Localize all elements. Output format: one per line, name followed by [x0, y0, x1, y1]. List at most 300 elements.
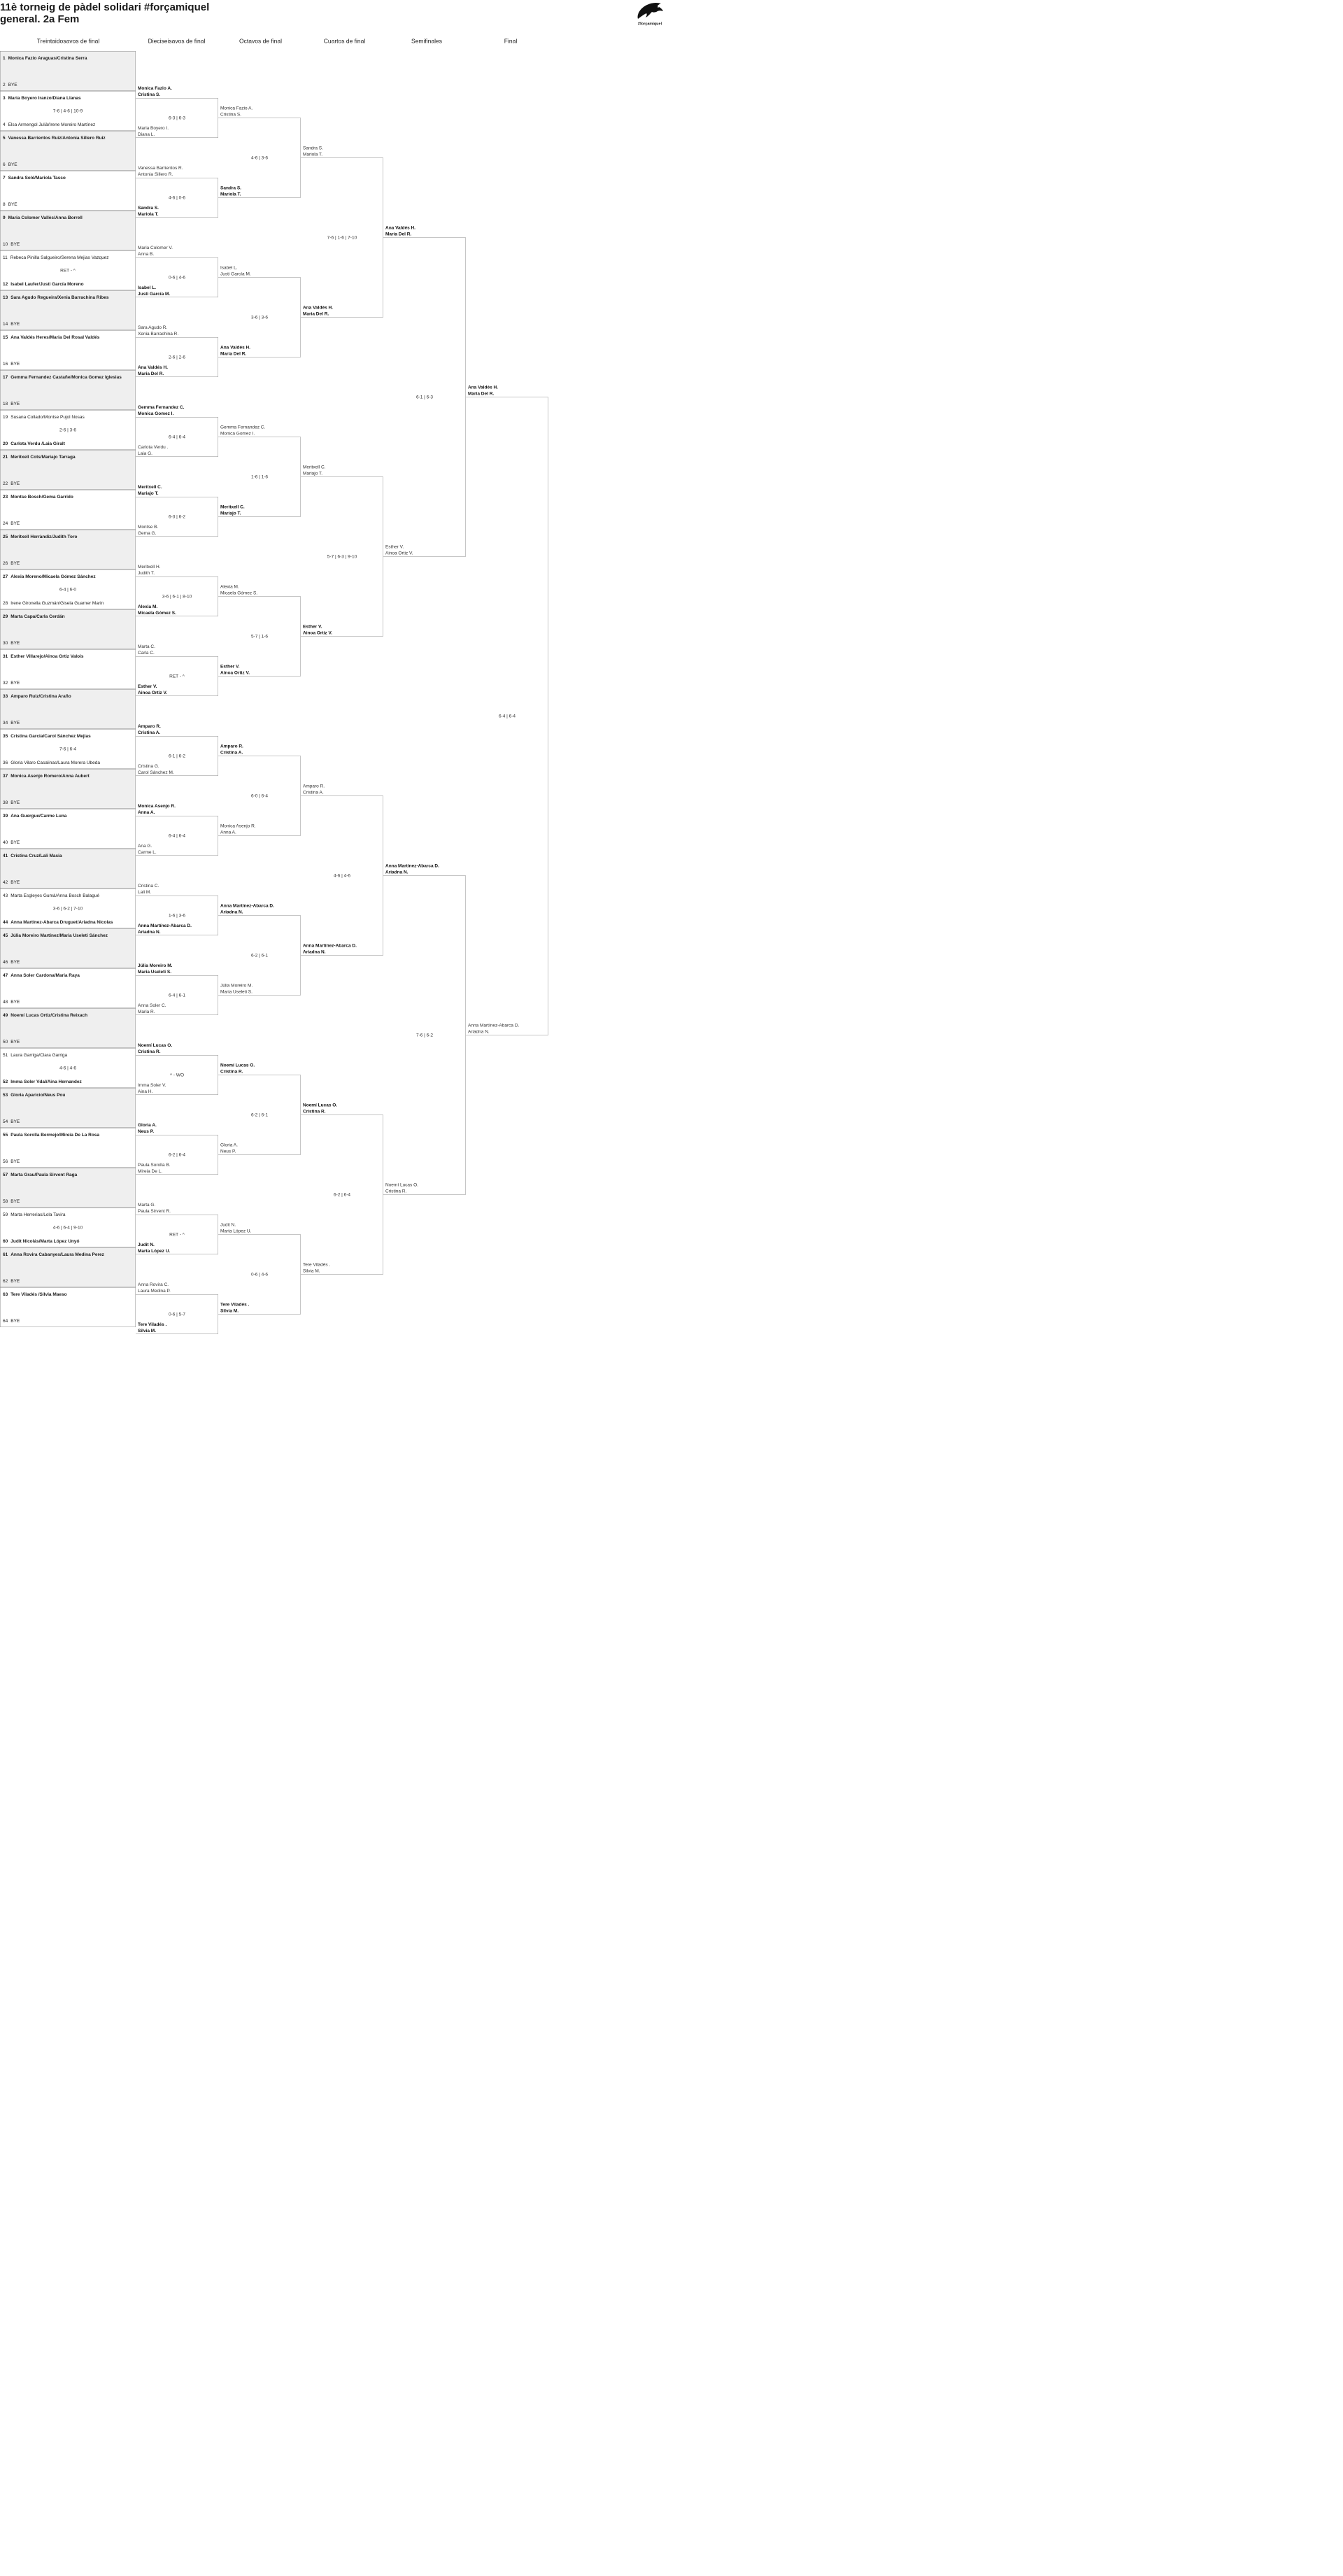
team-bottom [3, 122, 135, 127]
seed-number: 37 [3, 773, 8, 779]
match-score: 6-4 | 6-4 [498, 713, 516, 719]
team-top [3, 215, 135, 220]
team-top-line-2: Antonia Sillero R. [138, 171, 173, 177]
team-top-line-2: Cristina A. [220, 749, 243, 755]
match-score: 6-4 | 6-0 [59, 586, 77, 592]
seed-number: 45 [3, 933, 8, 938]
match-score: RET - ^ [169, 673, 185, 679]
team-bottom [3, 361, 135, 367]
seed-number: 31 [3, 653, 8, 659]
team-name: BYE [10, 1278, 20, 1284]
team-bottom [3, 521, 135, 526]
team-top [3, 693, 135, 699]
team-top-line-2: Cristina A. [138, 730, 161, 735]
team-bottom-line-1: Tere Viladés . [303, 1261, 331, 1267]
match-score: 2-6 | 3-6 [59, 427, 77, 432]
team-bottom-line-1: Alexia M. [138, 604, 158, 609]
team-top [3, 494, 135, 500]
team-name: BYE [8, 162, 17, 167]
team-name: BYE [10, 720, 20, 726]
team-top-line-1: Gemma Fernandez C. [220, 424, 266, 430]
team-top-line-2: Cristina R. [138, 1049, 161, 1054]
match-score: 6-4 | 6-4 [168, 434, 186, 439]
round-header: Octavos de final [239, 38, 282, 45]
seed-number: 25 [3, 534, 8, 539]
seed-number: 22 [3, 481, 8, 486]
seed-number: 27 [3, 574, 8, 579]
team-top [3, 1012, 135, 1018]
team-top-line-1: Monica Fazio A. [138, 85, 172, 91]
team-bottom [3, 760, 135, 765]
team-bottom-line-1: Anna Martínez-Abarca D. [138, 923, 192, 928]
team-top-line-2: Mariajo T. [138, 490, 159, 496]
team-top [3, 1212, 135, 1217]
team-bottom-line-2: Ariadna N. [468, 1028, 490, 1034]
team-bottom-line-2: Maria Useleti S. [220, 989, 253, 994]
team-name: BYE [10, 361, 20, 367]
team-top-line-2: Lali M. [138, 889, 152, 895]
match-score: 3-6 | 3-6 [250, 314, 269, 320]
seed-number: 16 [3, 361, 8, 367]
seed-number: 13 [3, 295, 8, 300]
seed-number: 5 [3, 135, 6, 141]
team-name: Ana Valdés Heres/Maria Del Rosal Valdés [10, 334, 100, 340]
team-bottom [3, 241, 135, 247]
team-name: Vanessa Barrientos Ruiz/Antonia Sillero Ruiz [8, 135, 106, 141]
team-bottom-line-1: Sandra S. [138, 205, 159, 211]
team-bottom-line-2: Ariadna N. [138, 929, 161, 935]
team-name: Maria Boyero Iranzo/Diana Llanas [8, 95, 81, 101]
team-top-line-2: Anna A. [138, 809, 155, 815]
team-name: BYE [10, 401, 20, 406]
seed-number: 47 [3, 972, 8, 978]
team-top-line-2: Monica Gomez I. [138, 411, 174, 416]
team-bottom-line-1: Tere Viladés . [138, 1322, 167, 1327]
team-bottom [3, 959, 135, 965]
team-top-line-2: Ariadna N. [220, 909, 243, 914]
team-bottom-line-2: Silvia M. [220, 1308, 239, 1313]
team-top [3, 653, 135, 659]
team-bottom [3, 162, 135, 167]
team-bottom [3, 1039, 135, 1045]
seed-number: 55 [3, 1132, 8, 1138]
match-score: RET - ^ [60, 267, 76, 273]
seed-number: 50 [3, 1039, 8, 1045]
team-name: Marta Capa/Carla Cerdán [10, 614, 65, 619]
seed-number: 34 [3, 720, 8, 726]
match-score: 3-6 | 6-2 | 7-10 [52, 905, 83, 911]
team-top [3, 414, 135, 420]
team-bottom-line-2: Neus P. [220, 1148, 236, 1154]
team-top-line-1: Cristina C. [138, 883, 159, 889]
team-bottom-line-1: Esther V. [303, 623, 322, 629]
team-bottom-line-2: Mireia De L. [138, 1168, 163, 1174]
seed-number: 21 [3, 454, 8, 460]
match-score: 6-1 | 6-2 [168, 753, 186, 758]
team-top-line-1: Meritxell H. [138, 564, 161, 569]
team-name: Paula Sorolla Bermejo/Mireia De La Rosa [10, 1132, 100, 1138]
team-top-line-1: Gloria A. [138, 1122, 157, 1128]
seed-number: 53 [3, 1092, 8, 1098]
team-top [3, 893, 135, 898]
match-score: 7-6 | 4-6 | 10-9 [52, 108, 83, 113]
team-top-line-1: Meritxell C. [303, 464, 326, 469]
seed-number: 33 [3, 693, 8, 699]
dolphin-icon [633, 0, 667, 22]
team-name: BYE [10, 640, 20, 646]
team-name: BYE [10, 999, 20, 1005]
match-score: RET - ^ [169, 1231, 185, 1237]
team-name: BYE [10, 879, 20, 885]
team-top-line-1: Amparo R. [303, 783, 325, 788]
team-name: Marta Grau/Paula Sirvent Raga [10, 1172, 78, 1177]
seed-number: 59 [3, 1212, 8, 1217]
team-name: Rebeca Pinilla Salgueiro/Serena Mejias Vazquez [10, 255, 109, 260]
team-name: Cristina Garcia/Carol Sánchez Mejias [10, 733, 91, 739]
team-name: Montse Bosch/Gema Garrido [10, 494, 73, 500]
seed-number: 19 [3, 414, 8, 420]
team-bottom [3, 800, 135, 805]
team-top-line-1: Sandra S. [303, 145, 323, 150]
match-score: 4-6 | 3-6 [250, 155, 269, 160]
team-top [3, 1132, 135, 1138]
team-bottom [3, 281, 135, 287]
team-bottom-line-2: Laia G. [138, 451, 152, 456]
team-top [3, 55, 135, 61]
team-top [3, 295, 135, 300]
team-name: BYE [10, 1159, 20, 1164]
team-bottom-line-2: Gema G. [138, 530, 157, 536]
seed-number: 8 [3, 201, 6, 207]
team-top [3, 374, 135, 380]
team-top-line-2: Neus P. [138, 1128, 155, 1134]
team-top [3, 1172, 135, 1177]
team-name: Ana Guergue/Carme Luna [10, 813, 67, 819]
team-bottom [3, 1278, 135, 1284]
team-bottom-line-2: Justi García M. [138, 291, 171, 297]
team-top [3, 534, 135, 539]
team-name: Amparo Ruiz/Cristina Araño [10, 693, 71, 699]
team-name: Susana Collado/Montse Pujol Nosas [10, 414, 85, 420]
team-name: Anna Rovira Cabanyes/Laura Medina Perez [10, 1252, 104, 1257]
team-bottom-line-2: Ainoa Ortiz V. [138, 690, 168, 695]
team-top-line-2: Cristina A. [303, 789, 324, 795]
match-score: 0-6 | 4-6 [168, 274, 186, 280]
team-bottom-line-2: Ainoa Ortiz V. [385, 550, 413, 555]
team-name: Tere Viladés /Silvia Maeso [10, 1291, 67, 1297]
match-score: 6-4 | 6-1 [168, 992, 186, 998]
team-bottom-line-2: Mariajo T. [220, 510, 241, 516]
team-bottom-line-1: Ana G. [138, 843, 152, 849]
team-bottom [3, 441, 135, 446]
seed-number: 39 [3, 813, 8, 819]
team-bottom-line-1: Esther V. [220, 663, 240, 669]
seed-number: 40 [3, 840, 8, 845]
team-name: BYE [10, 959, 20, 965]
team-top-line-2: Laura Medina P. [138, 1288, 171, 1294]
match-score: 6-0 | 6-4 [250, 793, 269, 798]
round-header: Final [504, 38, 518, 45]
seed-number: 35 [3, 733, 8, 739]
team-bottom-line-1: Maria Boyero I. [138, 125, 169, 131]
page-title-line-1: 11è torneig de pàdel solidari #forçamiquel [0, 1, 210, 13]
seed-number: 26 [3, 560, 8, 566]
match-score: 4-6 | 0-6 [168, 194, 186, 200]
team-bottom [3, 401, 135, 406]
team-top [3, 853, 135, 858]
team-bottom-line-1: Meritxell C. [220, 504, 245, 509]
team-name: Judit Nicolás/Marta López Unyó [10, 1238, 80, 1244]
team-bottom-line-2: Cristina R. [385, 1188, 407, 1194]
team-name: Monica Asenjo Romero/Anna Aubert [10, 773, 90, 779]
team-name: Esther Villarejo/Ainoa Ortiz Valois [10, 653, 84, 659]
team-top-line-1: Anna Rovira C. [138, 1282, 169, 1287]
team-bottom-line-1: Montse B. [138, 524, 159, 530]
team-bottom-line-2: Carol Sánchez M. [138, 770, 174, 775]
team-top [3, 733, 135, 739]
team-bottom-line-2: Silvia M. [138, 1328, 157, 1333]
team-top-line-2: Xenia Barrachina R. [138, 331, 179, 337]
team-top-line-1: Marta C. [138, 644, 155, 649]
team-bottom-line-2: Marta López U. [138, 1248, 171, 1254]
team-bottom [3, 1119, 135, 1124]
team-top-line-1: Noemí Lucas O. [138, 1042, 173, 1048]
seed-number: 6 [3, 162, 6, 167]
match-score: 4-6 | 4-6 [59, 1065, 77, 1070]
team-top-line-2: Carla C. [138, 650, 155, 656]
seed-number: 56 [3, 1159, 8, 1164]
page-title-line-2: general. 2a Fem [0, 13, 80, 25]
team-bottom-line-2: Aina H. [138, 1089, 153, 1094]
seed-number: 41 [3, 853, 8, 858]
team-name: Anna Soler Cardona/Maria Raya [10, 972, 80, 978]
team-name: BYE [10, 481, 20, 486]
seed-number: 4 [3, 122, 6, 127]
match-score: 6-2 | 6-4 [168, 1152, 186, 1157]
seed-number: 20 [3, 441, 8, 446]
team-name: Alexia Moreno/Micaela Gómez Sánchez [10, 574, 96, 579]
team-top-line-2: Judith T. [138, 570, 155, 576]
team-top-line-2: Justi García M. [220, 271, 251, 276]
team-top-line-1: Judit N. [220, 1222, 236, 1227]
team-name: BYE [10, 1039, 20, 1045]
seed-number: 46 [3, 959, 8, 965]
team-top [3, 813, 135, 819]
team-top [3, 1252, 135, 1257]
team-top-line-2: Mariajo T. [303, 470, 323, 476]
seed-number: 12 [3, 281, 8, 287]
team-bottom-line-1: Ana Valdés H. [220, 344, 250, 350]
team-top-line-2: Micaela Gómez S. [220, 590, 258, 595]
team-top [3, 1092, 135, 1098]
team-bottom [3, 1318, 135, 1324]
team-top-line-2: Cristina R. [220, 1068, 243, 1074]
team-top [3, 773, 135, 779]
match-score: 4-6 | 6-4 | 9-10 [52, 1224, 83, 1230]
team-name: Júlia Moreiro Martínez/Maria Useleti Sánchez [10, 933, 108, 938]
seed-number: 3 [3, 95, 6, 101]
match-score: 6-2 | 6-1 [250, 952, 269, 958]
team-top [3, 1291, 135, 1297]
team-top-line-2: Cristina R. [303, 1108, 326, 1114]
team-top-line-1: Ana Valdés H. [468, 384, 498, 390]
team-top [3, 334, 135, 340]
team-name: Meritxell Cots/Mariajo Tarraga [10, 454, 76, 460]
seed-number: 51 [3, 1052, 8, 1058]
seed-number: 54 [3, 1119, 8, 1124]
seed-number: 48 [3, 999, 8, 1005]
team-name: Sandra Solé/Mariola Tasso [8, 175, 66, 181]
seed-number: 7 [3, 175, 6, 181]
seed-number: 18 [3, 401, 8, 406]
team-name: Maria Colomer Vallès/Anna Borrell [8, 215, 83, 220]
team-bottom-line-1: Esther V. [138, 684, 157, 689]
team-bottom [3, 1198, 135, 1204]
team-bottom-line-1: Cristina G. [138, 763, 159, 769]
seed-number: 58 [3, 1198, 8, 1204]
match-score: 1-6 | 1-6 [250, 474, 269, 479]
team-bottom-line-2: Diana L. [138, 132, 155, 137]
team-top [3, 95, 135, 101]
team-bottom-line-1: Anna Martínez-Abarca D. [468, 1022, 520, 1028]
seed-number: 2 [3, 82, 6, 87]
team-name: BYE [8, 201, 17, 207]
match-score: 4-6 | 4-6 [333, 872, 351, 878]
team-top-line-1: Alexia M. [220, 583, 239, 589]
match-score: 7-6 | 1-6 | 7-10 [327, 234, 357, 240]
team-top-line-1: Anna Martínez-Abarca D. [385, 863, 439, 868]
team-name: BYE [10, 521, 20, 526]
seed-number: 43 [3, 893, 8, 898]
team-bottom-line-1: Esther V. [385, 544, 404, 549]
seed-number: 61 [3, 1252, 8, 1257]
round-header: Semifinales [411, 38, 442, 45]
team-name: Gemma Fernandez Castañe/Monica Gomez Iglesias [10, 374, 122, 380]
team-top-line-1: Meritxell C. [138, 484, 162, 490]
team-bottom-line-1: Judit N. [138, 1242, 155, 1247]
dolphin-logo [633, 0, 667, 28]
match-score: 6-3 | 6-2 [168, 514, 186, 519]
team-bottom-line-1: Paula Sorolla B. [138, 1162, 171, 1168]
team-name: Monica Fazio Araguas/Cristina Serra [8, 55, 87, 61]
seed-number: 38 [3, 800, 8, 805]
team-top-line-1: Vanessa Barrientos R. [138, 165, 183, 171]
seed-number: 29 [3, 614, 8, 619]
team-name: Sara Agudo Regueira/Xenia Barrachina Ribes [10, 295, 109, 300]
match-score: ^ - WO [169, 1072, 185, 1077]
seed-number: 10 [3, 241, 8, 247]
team-name: BYE [10, 321, 20, 327]
team-name: BYE [10, 241, 20, 247]
seed-number: 57 [3, 1172, 8, 1177]
team-top [3, 614, 135, 619]
team-top [3, 574, 135, 579]
round-header: Treintaidosavos de final [36, 38, 100, 45]
seed-number: 30 [3, 640, 8, 646]
team-name: BYE [10, 560, 20, 566]
seed-number: 24 [3, 521, 8, 526]
team-name: Marta Herrerias/Lola Tavira [10, 1212, 66, 1217]
team-name: Isabel Laufer/Justi García Moreno [10, 281, 84, 287]
seed-number: 11 [3, 255, 8, 260]
team-bottom [3, 919, 135, 925]
seed-number: 62 [3, 1278, 8, 1284]
team-top-line-2: Paula Sirvent R. [138, 1208, 171, 1214]
team-bottom [3, 879, 135, 885]
team-top [3, 454, 135, 460]
team-bottom [3, 600, 135, 606]
team-name: Gloria Aparicio/Neus Pou [10, 1092, 66, 1098]
team-bottom [3, 321, 135, 327]
team-bottom [3, 640, 135, 646]
seed-number: 52 [3, 1079, 8, 1084]
team-name: Noemí Lucas Ortiz/Cristina Reixach [10, 1012, 88, 1018]
team-top-line-1: Ana Valdés H. [385, 225, 415, 230]
team-bottom-line-1: Imma Soler V. [138, 1082, 166, 1088]
seed-number: 1 [3, 55, 6, 61]
team-bottom-line-1: Júlia Moreiro M. [220, 982, 253, 988]
match-score: 3-6 | 6-1 | 8-10 [162, 593, 192, 599]
team-top-line-1: Amparo R. [138, 723, 161, 729]
team-bottom-line-1: Noemí Lucas O. [385, 1182, 418, 1187]
team-bottom-line-2: Maria Del R. [138, 371, 164, 376]
team-top-line-2: Maria Del R. [468, 390, 495, 396]
team-top-line-1: Monica Fazio A. [220, 105, 253, 111]
team-bottom-line-1: Ana Valdés H. [303, 304, 333, 310]
team-top-line-2: Marta López U. [220, 1228, 252, 1233]
team-name: Cristina Cruz/Lali Masia [10, 853, 62, 858]
team-bottom-line-2: Carme L. [138, 849, 157, 855]
team-top-line-1: Monica Asenjo R. [138, 803, 176, 809]
team-bottom-line-2: Micaela Gómez S. [138, 610, 176, 616]
team-bottom-line-2: Maria R. [138, 1009, 155, 1014]
team-top-line-1: Sara Agudo R. [138, 325, 168, 330]
team-bottom [3, 201, 135, 207]
team-name: BYE [10, 800, 20, 805]
team-top-line-1: Marta G. [138, 1202, 156, 1208]
team-top-line-1: Noemí Lucas O. [220, 1062, 255, 1068]
team-bottom-line-2: Silvia M. [303, 1268, 320, 1273]
team-bottom-line-1: Tere Viladés . [220, 1301, 250, 1307]
seed-number: 60 [3, 1238, 8, 1244]
seed-number: 28 [3, 600, 8, 606]
seed-number: 64 [3, 1318, 8, 1324]
seed-number: 63 [3, 1291, 8, 1297]
seed-number: 32 [3, 680, 8, 686]
team-top-line-2: Anna B. [138, 251, 155, 257]
team-name: Elsa Armengol Julià/Irene Moreiro Martínez [8, 122, 96, 127]
team-bottom [3, 840, 135, 845]
team-top-line-1: Noemí Lucas O. [303, 1102, 338, 1107]
team-bottom [3, 560, 135, 566]
seed-number: 14 [3, 321, 8, 327]
team-bottom-line-2: Maria Del R. [303, 311, 329, 316]
team-bottom-line-2: Ariadna N. [303, 949, 326, 954]
team-name: BYE [10, 1198, 20, 1204]
match-score: 1-6 | 3-6 [168, 912, 186, 918]
team-name: Imma Soler Vdal/Aina Hernandez [10, 1079, 82, 1084]
team-top [3, 972, 135, 978]
round-header: Dieciseisavos de final [148, 38, 206, 45]
team-name: BYE [10, 680, 20, 686]
team-top-line-2: Maria Del R. [385, 231, 412, 236]
team-top [3, 255, 135, 260]
match-score: 6-2 | 6-4 [333, 1191, 351, 1197]
team-bottom-line-1: Anna Soler C. [138, 1003, 166, 1008]
match-score: 0-6 | 4-6 [250, 1271, 269, 1277]
team-bottom-line-2: Ainoa Ortiz V. [220, 670, 250, 675]
seed-number: 9 [3, 215, 6, 220]
